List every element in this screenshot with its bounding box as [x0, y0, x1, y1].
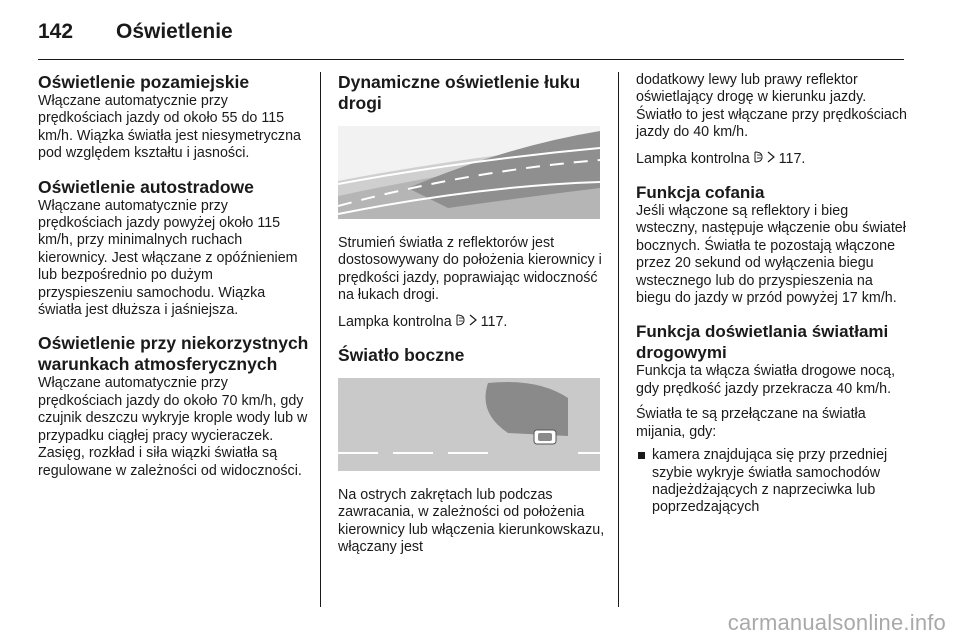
- column-1: [38, 72, 310, 480]
- cornering-light-illustration: [338, 378, 600, 471]
- section-text-reversing-function: Jeśli włączone są reflektory i bieg wsteczny, następuje włączenie obu świateł bocznych. Światła te pozostają włączone przez 20 sekund od wyłączenia biegu wstecznego lub do przyspieszenia na biegu do jazdy w przód powyżej 17 km/h.: [636, 203, 906, 307]
- section-title-reversing-function: Funkcja cofania: [636, 183, 765, 203]
- section-title-dynamic-curve-light: Dynamiczne oświetlenie łuku drogi: [338, 72, 581, 113]
- lamp-reference-line: [338, 313, 610, 331]
- section-text-cornering-light: Na ostrych zakrętach lub podczas zawracania, w zależności od położenia kierownicy lub włączenia kierunkowskazu, włączany jest: [338, 487, 605, 556]
- paragraph-cornering-light-continued: dodatkowy lewy lub prawy reflektor oświetlający drogę w kierunku jazdy. Światło to jest włączane przy prędkościach jazdy do 40 km/h.: [636, 72, 907, 141]
- column-divider: [320, 72, 321, 607]
- page-reference-arrow-icon: [469, 313, 477, 330]
- lamp-reference-label: Lampka kontrolna: [338, 313, 452, 330]
- section-title-country-lighting: Oświetlenie pozamiejskie: [38, 72, 250, 92]
- condition-list: [636, 447, 908, 517]
- section-text-high-beam-switch: Światła te są przełączane na światła mijania, gdy:: [636, 406, 866, 440]
- page-title: Oświetlenie: [116, 20, 233, 43]
- list-item: kamera znajdująca się przy przedniej szybie wykryje światła samochodów nadjeżdżających z naprzeciwka lub poprzedzających: [636, 447, 908, 517]
- headlamp-indicator-icon: [456, 313, 465, 330]
- section-text-dynamic-curve-light: Strumień światła z reflektorów jest dostosowywany do położenia kierownicy i prędkości jazdy, poprawiając widoczność na łukach drogi.: [338, 235, 602, 304]
- header-rule: [38, 59, 904, 60]
- section-text-country-lighting: Włączane automatycznie przy prędkościach jazdy od około 55 do 115 km/h. Wiązka światła jest niesymetryczna pod względem kształtu i jasności.: [38, 93, 301, 162]
- section-title-high-beam-assist: Funkcja doświetlania światłami drogowymi: [636, 322, 889, 363]
- section-text-motorway-lighting: Włączane automatycznie przy prędkościach jazdy powyżej około 115 km/h, przy minimalnych ruchach kierownicy. Jest włączane z opóźnieniem lub bezpośrednio po dużym przyspieszeniu samochodu. Wiązka światła jest dłuższa i jaśniejsza.: [38, 197, 298, 319]
- section-title-adverse-weather-lighting: Oświetlenie przy niekorzystnych warunkach atmosferycznych: [38, 333, 309, 375]
- page-reference-arrow-icon: [767, 150, 775, 167]
- page-number: 142: [38, 20, 74, 43]
- lamp-reference-page: 117.: [480, 313, 508, 330]
- headlamp-indicator-icon: [754, 150, 763, 167]
- section-title-cornering-light: Światło boczne: [338, 345, 465, 366]
- column-3: [636, 72, 908, 517]
- watermark: carmanualsonline.info: [727, 610, 946, 635]
- dynamic-curve-light-illustration: [338, 126, 600, 219]
- column-divider: [618, 72, 619, 607]
- section-text-adverse-weather-lighting: Włączane automatycznie przy prędkościach jazdy do około 70 km/h, gdy czujnik deszczu wykryje krople wody lub w przypadku ciągłej pracy wycieraczek. Zasięg, rozkład i siła wiązki światła są regulowane w zależności od widoczności.: [38, 375, 308, 479]
- section-text-high-beam-assist: Funkcja ta włącza światła drogowe nocą, gdy prędkość jazdy przekracza 40 km/h.: [636, 363, 896, 397]
- page-header: [38, 12, 918, 60]
- section-title-motorway-lighting: Oświetlenie autostradowe: [38, 176, 254, 197]
- column-2: [338, 72, 610, 557]
- lamp-reference-label: Lampka kontrolna: [636, 150, 750, 167]
- lamp-reference-line: [636, 150, 908, 168]
- lamp-reference-page: 117.: [778, 150, 806, 167]
